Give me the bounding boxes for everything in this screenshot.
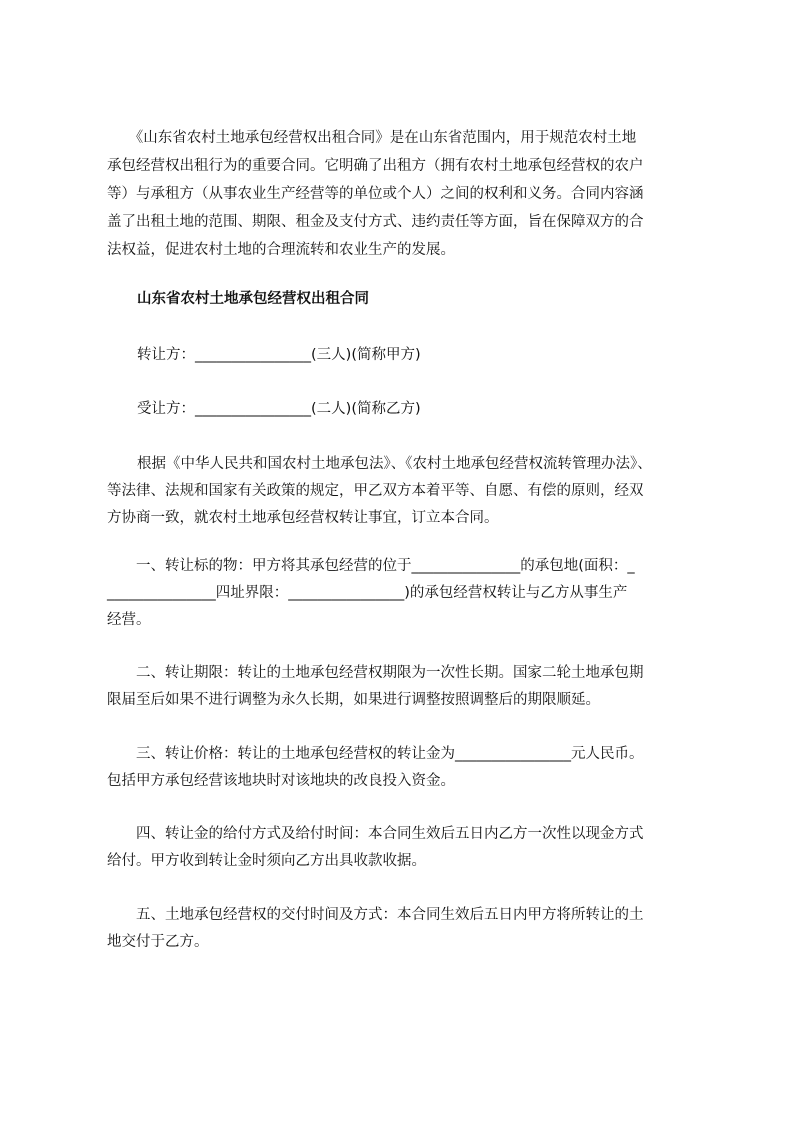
clause-line: 四、转让金的给付方式及给付时间：本合同生效后五日内乙方一次性以现金方式 <box>107 826 644 842</box>
intro-line: 法权益，促进农村土地的合理流转和农业生产的发展。 <box>107 242 455 258</box>
intro-line: 等）与承租方（从事农业生产经营等的单位或个人）之间的权利和义务。合同内容涵 <box>107 186 644 202</box>
transferor-line: 转让方：________________(三人)(简称甲方) <box>137 347 421 363</box>
clause-line: 限届至后如果不进行调整为永久长期，如果进行调整按照调整后的期限顺延。 <box>107 692 600 708</box>
clause-line: 地交付于乙方。 <box>107 934 209 950</box>
document-title: 山东省农村土地承包经营权出租合同 <box>137 291 369 307</box>
clause-line: 一、转让标的物：甲方将其承包经营的位于_______________的承包地(面积：_ <box>107 558 635 574</box>
preamble-line: 方协商一致，就农村土地承包经营权转让事宜，订立本合同。 <box>107 510 499 526</box>
clause-line: 二、转让期限：转让的土地承包经营权期限为一次性长期。国家二轮土地承包期 <box>107 665 644 681</box>
intro-line: 盖了出租土地的范围、期限、租金及支付方式、违约责任等方面，旨在保障双方的合 <box>107 214 644 230</box>
preamble-line: 等法律、法规和国家有关政策的规定，甲乙双方本着平等、自愿、有偿的原则，经双 <box>107 483 644 499</box>
clause-line: 给付。甲方收到转让金时须向乙方出具收款收据。 <box>107 853 426 869</box>
preamble-line: 根据《中华人民共和国农村土地承包法》、《农村土地承包经营权流转管理办法》、 <box>137 456 652 472</box>
clause-line: 包括甲方承包经营该地块时对该地块的改良投入资金。 <box>107 773 455 789</box>
clause-line: 五、土地承包经营权的交付时间及方式：本合同生效后五日内甲方将所转让的土 <box>107 907 644 923</box>
intro-line: 《山东省农村土地承包经营权出租合同》是在山东省范围内，用于规范农村土地 <box>107 130 637 146</box>
intro-line: 承包经营权出租行为的重要合同。它明确了出租方（拥有农村土地承包经营权的农户 <box>107 158 644 174</box>
clause-line: 经营。 <box>107 612 151 628</box>
clause-line: _______________四址界限：________________)的承包经营权转让与乙方从事生产 <box>107 585 628 601</box>
transferee-line: 受让方：________________(二人)(简称乙方) <box>137 401 421 417</box>
clause-line: 三、转让价格：转让的土地承包经营权的转让金为________________元人民币。 <box>107 746 644 762</box>
